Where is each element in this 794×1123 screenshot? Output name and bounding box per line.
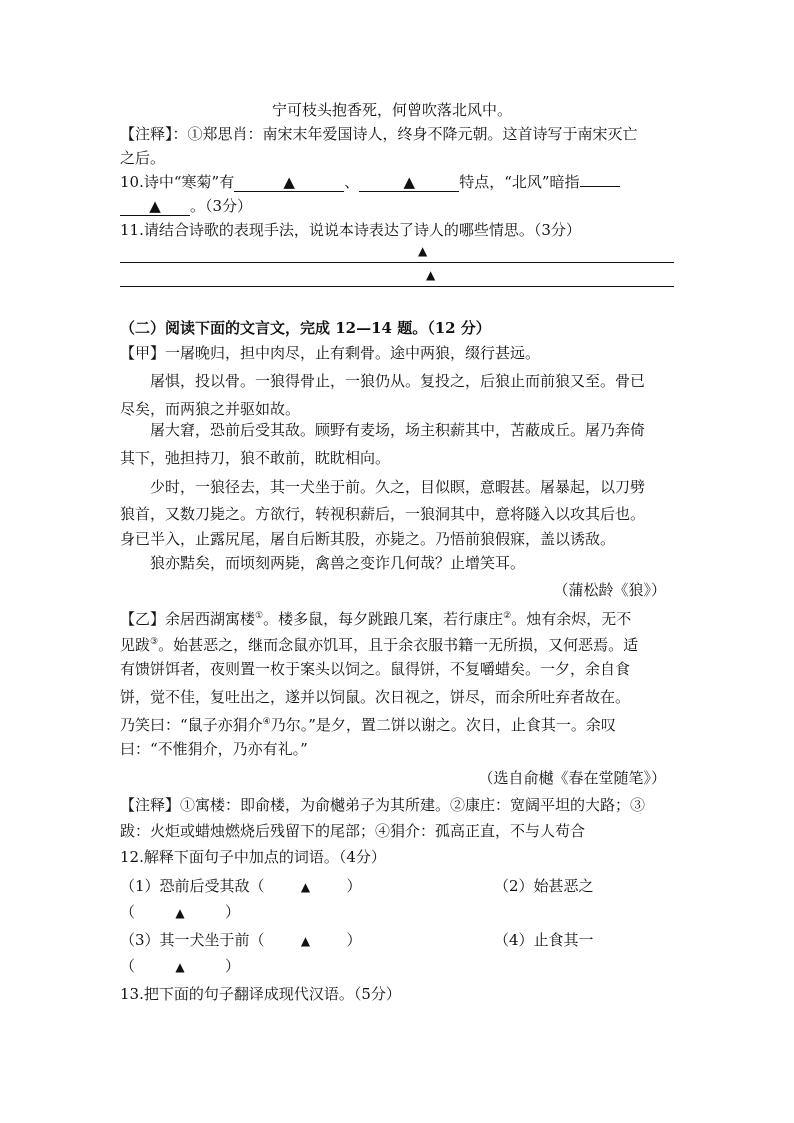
footnote-marker-2: ② — [503, 611, 512, 621]
jia-source: （蒲松龄《狼》） — [553, 581, 666, 599]
section-heading: （二）阅读下面的文言文，完成 12—14 题。（12 分） — [120, 319, 491, 337]
jia-p4-line-3: 身已半入，止露尻尾，屠自后断其股，亦毙之。乃悟前狼假寐，盖以诱敌。 — [120, 530, 616, 548]
q12-item-2-answer-row: （ ▲ ） — [120, 903, 241, 921]
q10-text-a: 10.诗中“寒菊”有 — [120, 173, 235, 191]
yi-line-6: 曰：“不惟狷介，乃亦有礼。” — [120, 740, 308, 758]
q10-text-b: 、 — [344, 173, 360, 191]
jia-p4-line-2: 狼首，又数刀毙之。方欲行，转视积薪后，一狼洞其中，意将隧入以攻其后也。 — [120, 505, 646, 523]
q12-item-1: （1）恐前后受其敌（ ▲ ） — [120, 877, 362, 895]
q12-item-2: （2）始甚恶之 — [494, 877, 594, 895]
question-10 — [120, 172, 620, 192]
q11-answer-marker-1: ▲ — [418, 244, 428, 258]
poem-note-line-2: 之后。 — [120, 149, 166, 167]
question-11: 11.请结合诗歌的表现手法，说说本诗表达了诗人的哪些情思。（3分） — [120, 221, 581, 239]
jia-p2-line-1: 屠惧，投以骨。一狼得骨止，一狼仍从。复投之，后狼止而前狼又至。骨已 — [150, 372, 646, 390]
poem-last-line: 宁可枝头抱香死，何曾吹落北风中。 — [272, 101, 513, 119]
yi-note-line-1: 【注释】①寓楼：即俞楼，为俞樾弟子为其所建。②康庄：宽阔平坦的大路；③ — [120, 796, 646, 814]
footnote-marker-4: ④ — [262, 717, 271, 727]
jia-p3-line-1: 屠大窘，恐前后受其敌。顾野有麦场，场主积薪其中，苫蔽成丘。屠乃奔倚 — [150, 421, 646, 439]
q12-item-1-answer[interactable]: ▲ — [300, 880, 311, 894]
q10-blank-3a[interactable] — [580, 186, 620, 187]
q12-item-4: （4）止食其一 — [494, 931, 594, 949]
poem-note-line-1: 【注释】：①郑思肖：南宋末年爱国诗人，终身不降元朝。这首诗写于南宋灭亡 — [120, 125, 638, 143]
q10-text-d: 。（3分） — [190, 197, 253, 215]
question-13: 13.把下面的句子翻译成现代汉语。（5分） — [120, 985, 401, 1003]
q10-blank-3b[interactable]: ▲ — [120, 197, 190, 216]
q11-answer-marker-2: ▲ — [426, 268, 436, 282]
question-10-cont — [120, 196, 252, 216]
q12-item-2-answer[interactable]: ▲ — [175, 906, 185, 920]
yi-source: （选自俞樾《春在堂随笔》） — [478, 769, 666, 787]
footnote-marker-1: ① — [255, 611, 264, 621]
jia-p4-line-1: 少时，一狼径去，其一犬坐于前。久之，目似瞑，意暇甚。屠暴起，以刀劈 — [150, 478, 646, 496]
q12-item-3: （3）其一犬坐于前（ ▲ ） — [120, 931, 362, 949]
yi-line-1: 【乙】余居西湖寓楼①。楼多鼠，每夕跳踉几案，若行康庄②。烛有余烬，无不 — [120, 610, 632, 628]
q12-item-4-answer-row: （ ▲ ） — [120, 957, 241, 975]
q10-text-c: 特点，“北风”暗指 — [459, 173, 580, 191]
q10-blank-1[interactable]: ▲ — [234, 173, 344, 192]
yi-line-3: 有馈饼饵者，夜则置一枚于案头以饲之。鼠得饼，不复嚼蜡矣。一夕，余自食 — [120, 660, 631, 678]
yi-note-line-2: 跋：火炬或蜡烛燃烧后残留下的尾部；④狷介：孤高正直，不与人苟合 — [120, 822, 586, 840]
jia-p3-line-2: 其下，弛担持刀，狼不敢前，眈眈相向。 — [120, 449, 391, 467]
footnote-marker-3: ③ — [150, 637, 159, 647]
jia-p1: 【甲】一屠晚归，担中肉尽，止有剩骨。途中两狼，缀行甚远。 — [120, 344, 541, 362]
q11-answer-line-1[interactable] — [120, 262, 674, 263]
yi-line-2: 见跋③。始甚恶之，继而念鼠亦饥耳，且于余衣服书籍一无所损，又何恶焉。适 — [120, 636, 639, 654]
q12-item-3-answer[interactable]: ▲ — [300, 934, 311, 948]
q10-blank-2[interactable]: ▲ — [359, 173, 459, 192]
q11-answer-line-2[interactable] — [120, 286, 674, 287]
q12-item-4-answer[interactable]: ▲ — [175, 960, 185, 974]
jia-p2-line-2: 尽矣，而两狼之并驱如故。 — [120, 400, 301, 418]
jia-p5: 狼亦黠矣，而顷刻两毙，禽兽之变诈几何哉？止增笑耳。 — [150, 554, 526, 572]
question-12: 12.解释下面句子中加点的词语。（4分） — [120, 848, 386, 866]
yi-line-5: 乃笑曰：“鼠子亦狷介④乃尔。”是夕，置二饼以谢之。次日，止食其一。余叹 — [120, 716, 616, 734]
yi-line-4: 饼，觉不佳，复吐出之，遂并以饲鼠。次日视之，饼尽，而余所吐弃者故在。 — [120, 688, 631, 706]
